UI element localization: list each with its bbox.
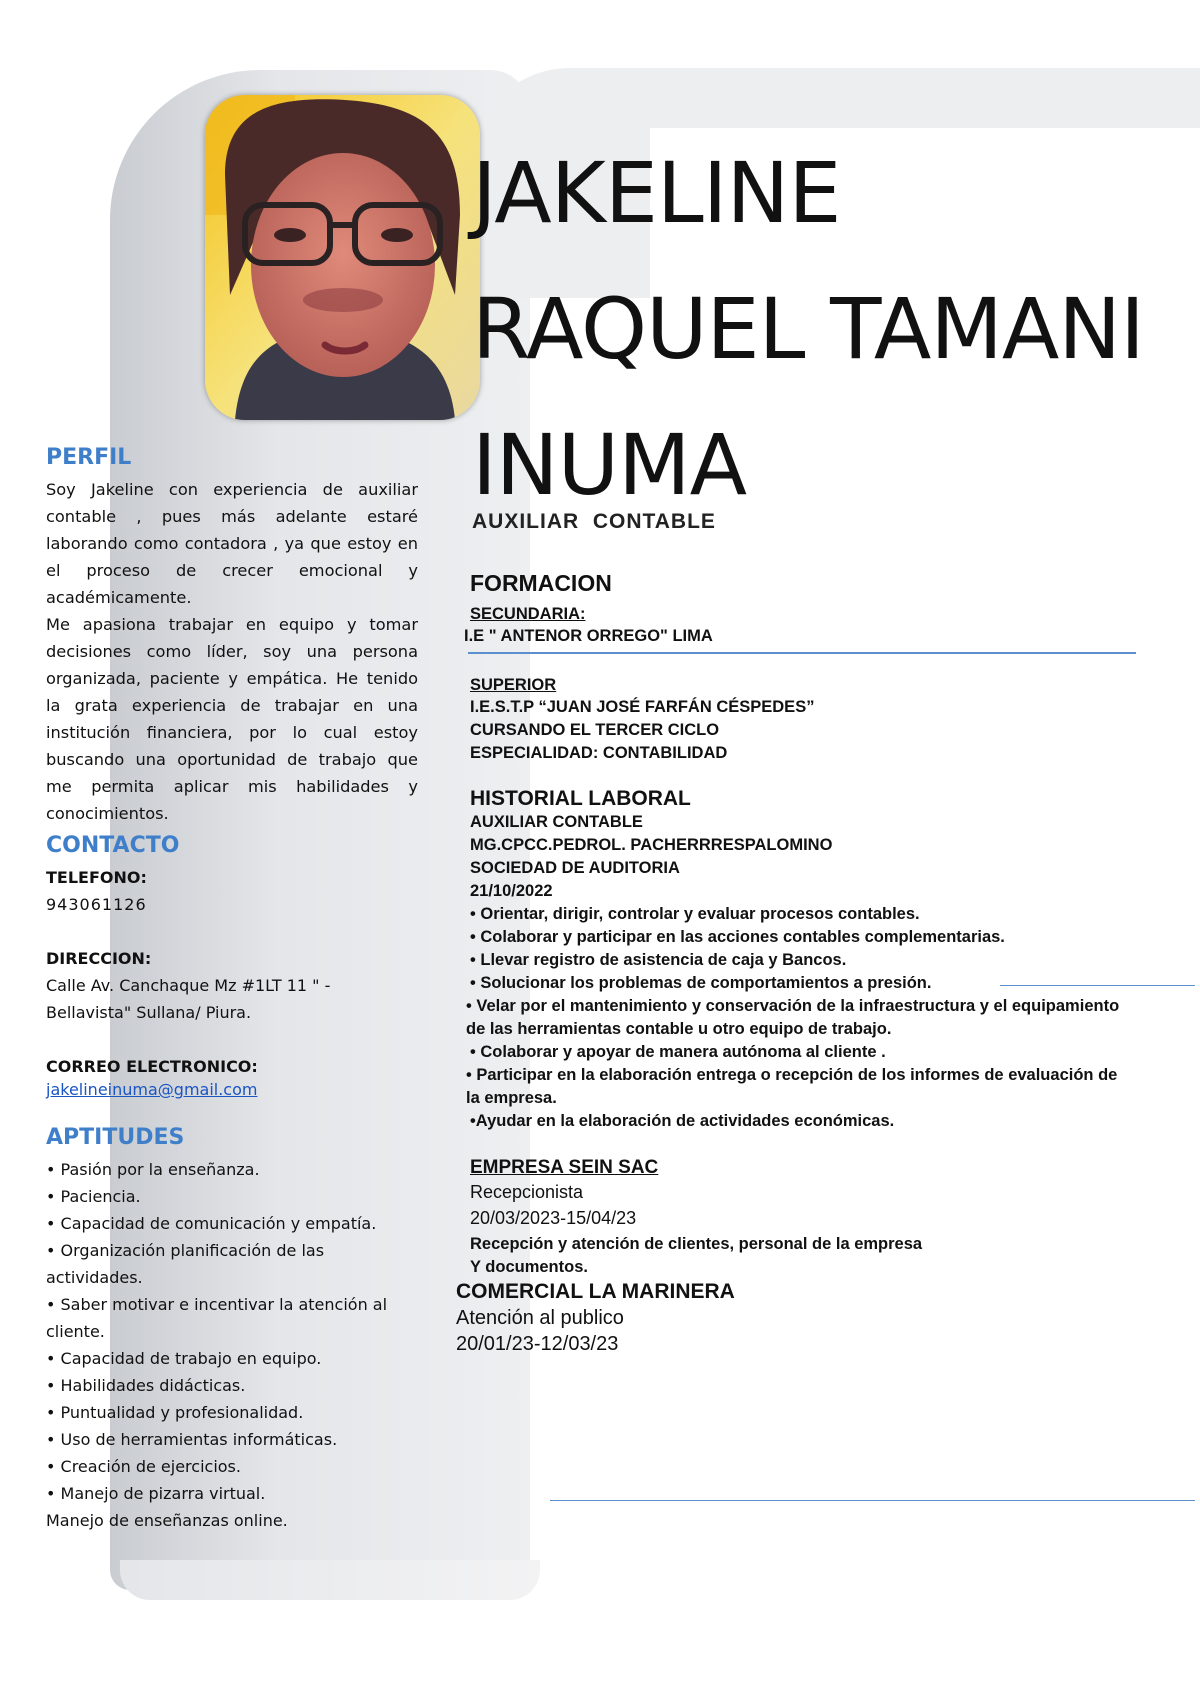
superior-line: ESPECIALIDAD: CONTABILIDAD: [470, 744, 728, 762]
superior-label: SUPERIOR: [470, 676, 557, 694]
list-item: • Organización planificación de las actividades.: [46, 1241, 325, 1287]
job1-task: • Solucionar los problemas de comportamientos a presión.: [470, 974, 932, 992]
superior-line: CURSANDO EL TERCER CICLO: [470, 721, 720, 739]
formacion-heading: FORMACION: [470, 570, 612, 596]
aptitudes-heading: APTITUDES: [46, 1125, 185, 1150]
perfil-paragraph-1: Soy Jakeline con experiencia de auxiliar contable , pues más adelante estaré laborando como contadora , ya que estoy en el proceso de crecer emocional y académicamente.: [46, 480, 418, 607]
list-item: • Capacidad de trabajo en equipo.: [46, 1349, 322, 1368]
job1-task: • Colaborar y apoyar de manera autónoma al cliente .: [470, 1043, 886, 1061]
job2-desc: Recepción y atención de clientes, personal de la empresa: [470, 1235, 923, 1253]
job1-task: • Velar por el mantenimiento y conservación de la infraestructura y el equipamiento de las herramientas contable u otro equipo de trabajo.: [466, 997, 1120, 1038]
correo-label: CORREO ELECTRONICO:: [46, 1057, 258, 1076]
list-item: • Paciencia.: [46, 1187, 141, 1206]
right-column: [456, 570, 1130, 1357]
job3-role: Atención al publico: [456, 1307, 624, 1329]
job-title: AUXILIAR CONTABLE: [472, 510, 716, 533]
list-item: • Pasión por la enseñanza.: [46, 1160, 260, 1179]
profile-photo: [205, 95, 480, 420]
secundaria-label: SECUNDARIA:: [470, 605, 586, 623]
direccion-value: Calle Av. Canchaque Mz #1LT 11 " - Bellavista" Sullana/ Piura.: [46, 976, 331, 1022]
job1-task: • Participar en la elaboración entrega o recepción de los informes de evaluación de la empresa.: [466, 1066, 1118, 1107]
job2-dates: 20/03/2023-15/04/23: [470, 1208, 637, 1228]
job1-line: AUXILIAR CONTABLE: [470, 813, 643, 831]
perfil-paragraph-2: Me apasiona trabajar en equipo y tomar decisiones como líder, soy una persona organizada, paciente y empática. He tenido la grata experiencia de trabajar en una institución financiera, por lo cual estoy buscando una oportunidad de trabajo que me permita aplicar mis habilidades y conocimientos.: [46, 615, 418, 823]
direccion-label: DIRECCION:: [46, 949, 152, 968]
email-link[interactable]: jakelineinuma@gmail.com: [46, 1080, 258, 1099]
name-line-1: JAKELINE: [472, 144, 841, 242]
job2-company: EMPRESA SEIN SAC: [470, 1157, 659, 1178]
job1-line: MG.CPCC.PEDROL. PACHERRRESPALOMINO: [470, 836, 833, 854]
job1-task: • Colaborar y participar en las acciones contables complementarias.: [470, 928, 1005, 946]
list-item: • Creación de ejercicios.: [46, 1457, 241, 1476]
secundaria-value: I.E " ANTENOR ORREGO" LIMA: [464, 627, 713, 645]
job3-dates: 20/01/23-12/03/23: [456, 1333, 619, 1355]
list-item: • Manejo de pizarra virtual.: [46, 1484, 266, 1503]
list-item: • Puntualidad y profesionalidad.: [46, 1403, 304, 1422]
job1-task: • Orientar, dirigir, controlar y evaluar procesos contables.: [470, 905, 920, 923]
name-line-3: INUMA: [472, 416, 747, 514]
full-name: [472, 125, 1144, 533]
job2-role: Recepcionista: [470, 1182, 584, 1202]
aptitudes-list: [46, 1156, 418, 1534]
telefono-label: TELEFONO:: [46, 868, 147, 887]
contacto-heading: CONTACTO: [46, 833, 180, 858]
historial-heading: HISTORIAL LABORAL: [470, 787, 691, 810]
job1-line: SOCIEDAD DE AUDITORIA: [470, 859, 680, 877]
list-item: • Habilidades didácticas.: [46, 1376, 246, 1395]
job1-task: • Llevar registro de asistencia de caja y Bancos.: [470, 951, 847, 969]
list-item: • Uso de herramientas informáticas.: [46, 1430, 338, 1449]
perfil-heading: PERFIL: [46, 445, 132, 470]
job3-company: COMERCIAL LA MARINERA: [456, 1280, 735, 1303]
left-column: [46, 445, 418, 1534]
background-bottom-band: [120, 1560, 540, 1600]
list-item: • Saber motivar e incentivar la atención al cliente.: [46, 1295, 388, 1341]
list-item: • Capacidad de comunicación y empatía.: [46, 1214, 377, 1233]
telefono-value: 943061126: [46, 895, 147, 914]
name-line-2: RAQUEL TAMANI: [472, 280, 1144, 378]
background-top-band: [520, 68, 1200, 128]
job2-desc: Y documentos.: [470, 1258, 588, 1276]
job1-line: 21/10/2022: [470, 882, 553, 900]
job1-task: •Ayudar en la elaboración de actividades económicas.: [470, 1112, 895, 1130]
superior-line: I.E.S.T.P “JUAN JOSÉ FARFÁN CÉSPEDES”: [470, 698, 815, 716]
list-item: Manejo de enseñanzas online.: [46, 1511, 288, 1530]
divider: [550, 1500, 1195, 1501]
